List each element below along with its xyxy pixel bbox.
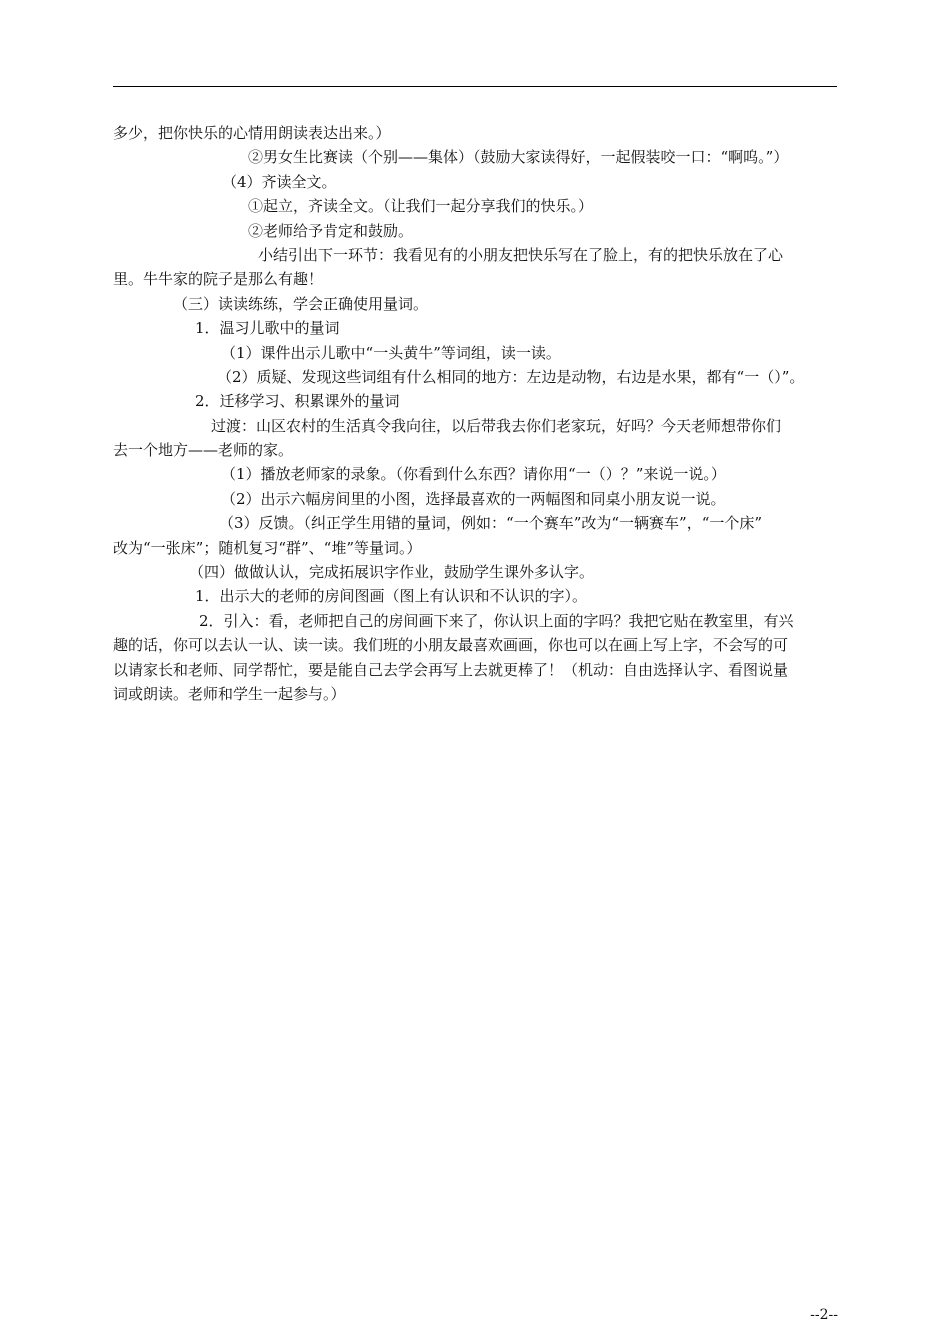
text-line: （4）齐读全文。 [222,172,337,191]
subsection-heading: 1．温习儿歌中的量词 [195,319,340,338]
text-line: 2．引入：看，老师把自己的房间画下来了，你认识上面的字吗？我把它贴在教室里，有兴 [199,611,794,630]
text-line: （1）播放老师家的录象。（你看到什么东西？请你用“一（）？”来说一说。） [221,465,726,484]
text-line: （1）课件出示儿歌中“一头黄牛”等词组，读一读。 [221,343,561,362]
text-line: （2）出示六幅房间里的小图，选择最喜欢的一两幅图和同桌小朋友说一说。 [221,489,726,508]
text-line: 里。牛牛家的院子是那么有趣！ [113,270,324,289]
text-line: 过渡：山区农村的生活真令我向往，以后带我去你们老家玩，好吗？今天老师想带你们 [211,416,782,435]
section-heading: （三）读读练练，学会正确使用量词。 [173,294,429,313]
text-line: 多少，把你快乐的心情用朗读表达出来。） [113,124,391,142]
text-line: 改为“一张床”；随机复习“群”、“堆”等量词。） [113,538,422,557]
text-line: ②男女生比赛读（个别——集体）（鼓励大家读得好，一起假装咬一口：“啊呜。”） [248,148,789,167]
text-line: 以请家长和老师、同学帮忙，要是能自己去学会再写上去就更棒了！（机动：自由选择认字、看图说量 [113,660,789,679]
section-heading: （四）做做认认，完成拓展识字作业，鼓励学生课外多认字。 [189,563,595,582]
document-body [113,121,843,706]
subsection-heading: 2．迁移学习、积累课外的量词 [195,392,400,411]
page-number: --2-- [810,1307,838,1323]
text-line: ①起立，齐读全文。（让我们一起分享我们的快乐。） [248,197,594,216]
text-line: （3）反馈。（纠正学生用错的量词，例如：“一个赛车”改为“一辆赛车”，“一个床” [219,514,763,533]
text-line: 小结引出下一环节：我看见有的小朋友把快乐写在了脸上，有的把快乐放在了心 [258,245,784,264]
text-line: （2）质疑、发现这些词组有什么相同的地方：左边是动物，右边是水果，都有“一（）”。 [217,367,805,386]
text-line: 词或朗读。老师和学生一起参与。） [113,684,346,703]
subsection-heading: 1．出示大的老师的房间图画（图上有认识和不认识的字）。 [195,587,588,606]
text-line: 趣的话，你可以去认一认、读一读。我们班的小朋友最喜欢画画，你也可以在画上写上字，不会写的可 [113,636,789,655]
text-line: 去一个地方——老师的家。 [113,441,294,460]
header-rule [113,86,837,87]
text-line: ②老师给予肯定和鼓励。 [248,221,414,240]
